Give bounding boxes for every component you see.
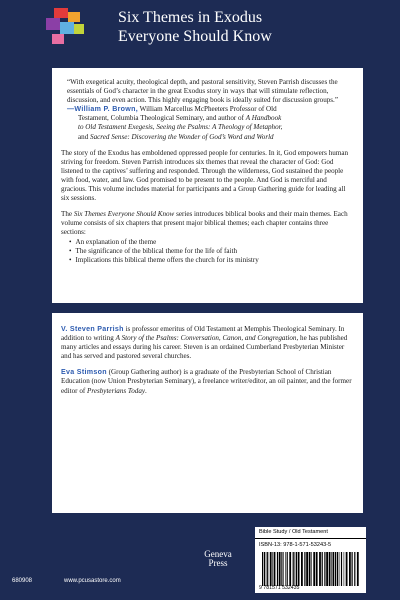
attribution-text-1: William Marcellus McPheeters Professor of Old [138, 105, 277, 114]
author-name-parrish: V. Steven Parrish [61, 325, 124, 333]
title-line-1: Six Themes in Exodus [118, 9, 263, 26]
category-label: Bible Study / Old Testament [259, 529, 328, 535]
attribution-text-3: and [78, 132, 91, 141]
endorsement-attribution [61, 105, 354, 114]
description-paragraph-1: The story of the Exodus has emboldened oppressed people for centuries. In it, God empowers human striving for freedom. Steven Parrish introduces six themes that reveal the character of God: God listened to the captives’ suffering and responded. Through the wilderness, God sustained the people with food, water, and law. God promised to be present to the people. And God is merciful and gracious. This volume includes material for participants and a Group Gathering guide for leading all six sessions. [61, 148, 349, 203]
bio-text-1b: , he has published many articles and essays during his career. Steven is an ordained Cumberland Presbyterian Minister and has served and pastored several churches. [61, 334, 348, 361]
press-line-1: Geneva [204, 549, 232, 559]
author-bio-panel [52, 313, 363, 513]
description-paragraph-2 [61, 210, 354, 237]
attribution-line-4 [61, 133, 354, 142]
isbn-label [259, 542, 331, 548]
series-text-pre: The [61, 210, 74, 219]
product-code: 680908 [12, 578, 33, 584]
isbn-prefix: ISBN-13: [259, 542, 282, 548]
author-name-stimson: Eva Stimson [61, 368, 107, 377]
description-panel [52, 68, 363, 303]
bio-text-2a: (Group Gathering author) is a graduate of the Presbyterian School of Christian Education (now Union Presbyterian Seminary), a freelance writer/editor, an oil painter, and the former editor of [61, 368, 352, 395]
attribution-book-1: A Handbook [245, 114, 282, 123]
barcode-digits: 9 781571 532435 [259, 585, 300, 591]
attribution-line-2 [61, 114, 354, 123]
title-line-2: Everyone Should Know [118, 28, 272, 45]
bio-text-2b: . [145, 386, 147, 395]
isbn-number: 978-1-571-53243-5 [283, 542, 332, 548]
bio-book-parrish: A Story of the Psalms: Conversation, Canon, and Congregation [115, 334, 297, 343]
attribution-text-2: Testament, Columbia Theological Seminary, and author of [78, 114, 246, 123]
series-logo-icon [40, 8, 88, 48]
list-item: • An explanation of the theme [69, 238, 354, 247]
author-bio-stimson [61, 368, 354, 395]
publisher-logo [197, 550, 239, 568]
series-title: Six Themes Everyone Should Know [73, 210, 175, 219]
isbn-barcode-box [255, 527, 366, 593]
author-bio-parrish [61, 325, 354, 361]
list-item: • The significance of the biblical theme for the life of faith [69, 247, 354, 256]
bio-text-1a: is professor emeritus of Old Testament at Memphis Theological Seminary. In addition to writing [61, 325, 345, 343]
list-item: • Implications this biblical theme offers the church for its ministry [69, 256, 354, 265]
bio-magazine: Presbyterians Today [87, 386, 146, 395]
series-text-post: series introduces biblical books and their main themes. Each volume consists of six chapters that present major biblical themes; each chapter contains three sections: [61, 210, 348, 237]
endorsement-quote: “With exegetical acuity, theological depth, and pastoral sensitivity, Steven Parrish discusses the essentials of God’s character in the great Exodus story in ways that will stimulate reflection, discussion, and even action. This highly engaging book is ideally suited for discussion groups.” [67, 78, 338, 105]
attribution-line-3 [61, 123, 354, 132]
barcode-icon [261, 552, 359, 586]
endorsement-author: —William P. Brown, [67, 105, 139, 114]
book-title [118, 8, 388, 46]
theme-sections-list [61, 238, 354, 265]
divider [255, 538, 366, 539]
press-line-2: Press [208, 558, 228, 568]
store-url[interactable]: www.pcusastore.com [64, 578, 121, 584]
attribution-book-3: Sacred Sense: Discovering the Wonder of God’s Word and World [90, 132, 274, 141]
attribution-book-2: to Old Testament Exegesis, Seeing the Psalms: A Theology of Metaphor, [78, 123, 283, 132]
